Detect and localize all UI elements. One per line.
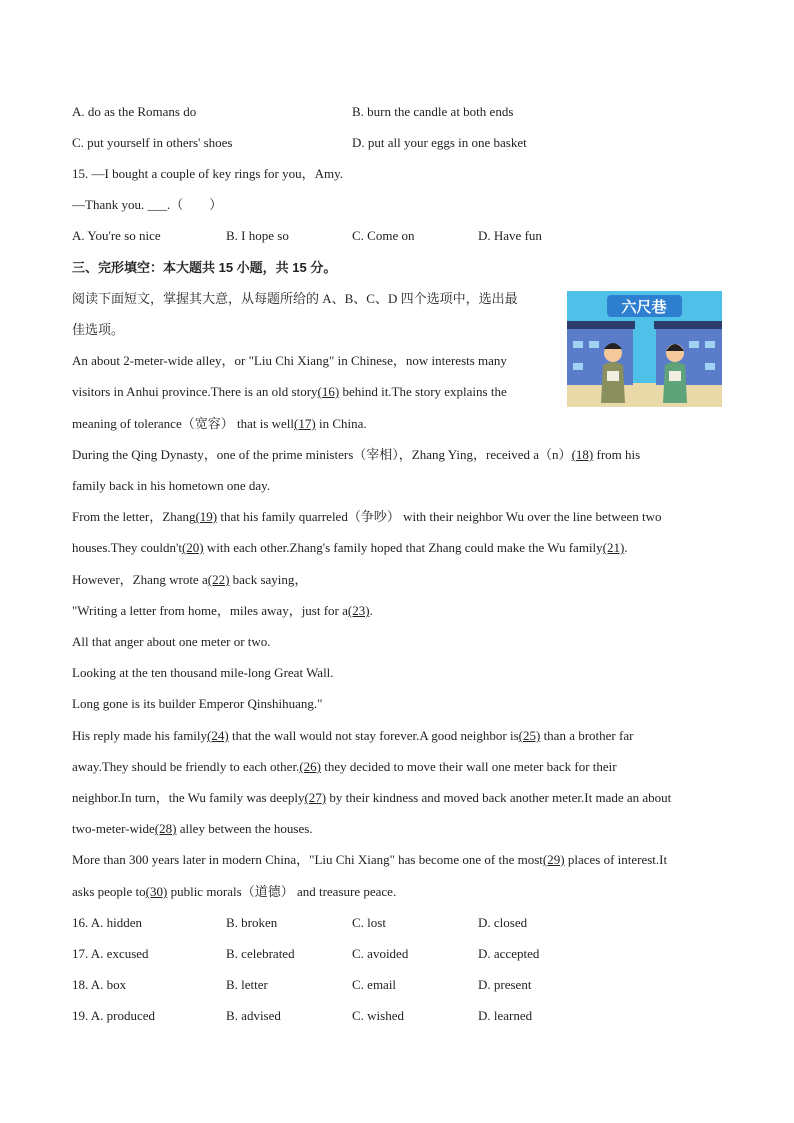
q19-option-a: 19. A. produced [72, 1008, 156, 1023]
blank-22: (22) [207, 572, 230, 587]
passage-line: From the letter，Zhang(19) that his family quarreled（争吵） with their neighbor Wu over the line between two [72, 509, 662, 524]
blank-30: (30) [145, 884, 168, 899]
passage-line: Looking at the ten thousand mile-long Great Wall. [72, 665, 334, 680]
q17-option-b: B. celebrated [226, 946, 295, 961]
blank-25: (25) [518, 728, 541, 743]
passage-line: His reply made his family(24) that the wall would not stay forever.A good neighbor is(25) than a brother far [72, 728, 634, 743]
q17-option-d: D. accepted [478, 946, 540, 961]
blank-24: (24) [207, 728, 229, 743]
q14-option-a: A. do as the Romans do [72, 104, 197, 119]
passage-line: "Writing a letter from home，miles away，just for a(23). [72, 603, 373, 618]
blank-29: (29) [542, 852, 565, 867]
q15-option-d: D. Have fun [478, 228, 542, 243]
blank-26: (26) [299, 759, 321, 774]
q19-option-b: B. advised [226, 1008, 281, 1023]
q15-option-a: A. You're so nice [72, 228, 161, 243]
blank-18: (18) [571, 447, 594, 462]
q17-option-c: C. avoided [352, 946, 409, 961]
passage-line: houses.They couldn't(20) with each other.Zhang's family hoped that Zhang could make the Wu family(21). [72, 540, 628, 555]
passage-line: All that anger about one meter or two. [72, 634, 271, 649]
q17-option-a: 17. A. excused [72, 946, 149, 961]
q18-option-d: D. present [478, 977, 532, 992]
q16-option-b: B. broken [226, 915, 278, 930]
blank-27: (27) [304, 790, 327, 805]
q15-option-c: C. Come on [352, 228, 415, 243]
q14-option-c: C. put yourself in others' shoes [72, 135, 233, 150]
passage-line: two-meter-wide(28) alley between the houses. [72, 821, 313, 836]
q19-option-d: D. learned [478, 1008, 533, 1023]
q16-option-c: C. lost [352, 915, 386, 930]
illustration-title: 六尺巷 [621, 298, 667, 316]
q16-option-d: D. closed [478, 915, 528, 930]
passage-line: An about 2-meter-wide alley，or "Liu Chi Xiang" in Chinese，now interests many [72, 353, 507, 368]
q18-option-b: B. letter [226, 977, 268, 992]
passage-line: away.They should be friendly to each other.(26) they decided to move their wall one meter back for their [72, 759, 617, 774]
section-instruction-cont: 佳选项。 [72, 322, 125, 337]
q19-option-c: C. wished [352, 1008, 404, 1023]
section-heading: 三、完形填空：本大题共 15 小题，共 15 分。 [72, 260, 337, 275]
passage-line: During the Qing Dynasty，one of the prime ministers（宰相），Zhang Ying，received a（n）(18) from his [72, 447, 641, 462]
q15-prompt: 15. —I bought a couple of key rings for you，Amy. [72, 166, 344, 181]
blank-21: (21) [602, 540, 625, 555]
passage-line: family back in his hometown one day. [72, 478, 271, 493]
blank-28: (28) [154, 821, 177, 836]
q15-reply: —Thank you. ___.（ ） [72, 197, 223, 212]
passage-line: visitors in Anhui province.There is an old story(16) behind it.The story explains the [72, 384, 507, 399]
section-instruction: 阅读下面短文，掌握其大意，从每题所给的 A、B、C、D 四个选项中，选出最 [72, 291, 518, 306]
q14-option-d: D. put all your eggs in one basket [352, 135, 527, 150]
passage-line: asks people to(30) public morals（道德） and treasure peace. [72, 884, 397, 899]
blank-16: (16) [317, 384, 340, 399]
blank-19: (19) [195, 509, 218, 524]
passage-line: neighbor.In turn，the Wu family was deeply(27) by their kindness and moved back another meter.It made an about [72, 790, 672, 805]
blank-23: (23) [347, 603, 370, 618]
q14-option-b: B. burn the candle at both ends [352, 104, 514, 119]
q18-option-a: 18. A. box [72, 977, 127, 992]
blank-17: (17) [294, 416, 316, 431]
passage-line: meaning of tolerance（宽容） that is well(17) in China. [72, 416, 367, 431]
passage-line: However，Zhang wrote a(22) back saying， [72, 572, 308, 587]
q15-option-b: B. I hope so [226, 228, 289, 243]
q18-option-c: C. email [352, 977, 397, 992]
blank-20: (20) [181, 540, 204, 555]
passage-line: Long gone is its builder Emperor Qinshihuang." [72, 696, 323, 711]
liu-chi-xiang-illustration [567, 291, 722, 407]
passage-line: More than 300 years later in modern China，"Liu Chi Xiang" has become one of the most(29) places of interest.It [72, 852, 668, 867]
q16-option-a: 16. A. hidden [72, 915, 143, 930]
